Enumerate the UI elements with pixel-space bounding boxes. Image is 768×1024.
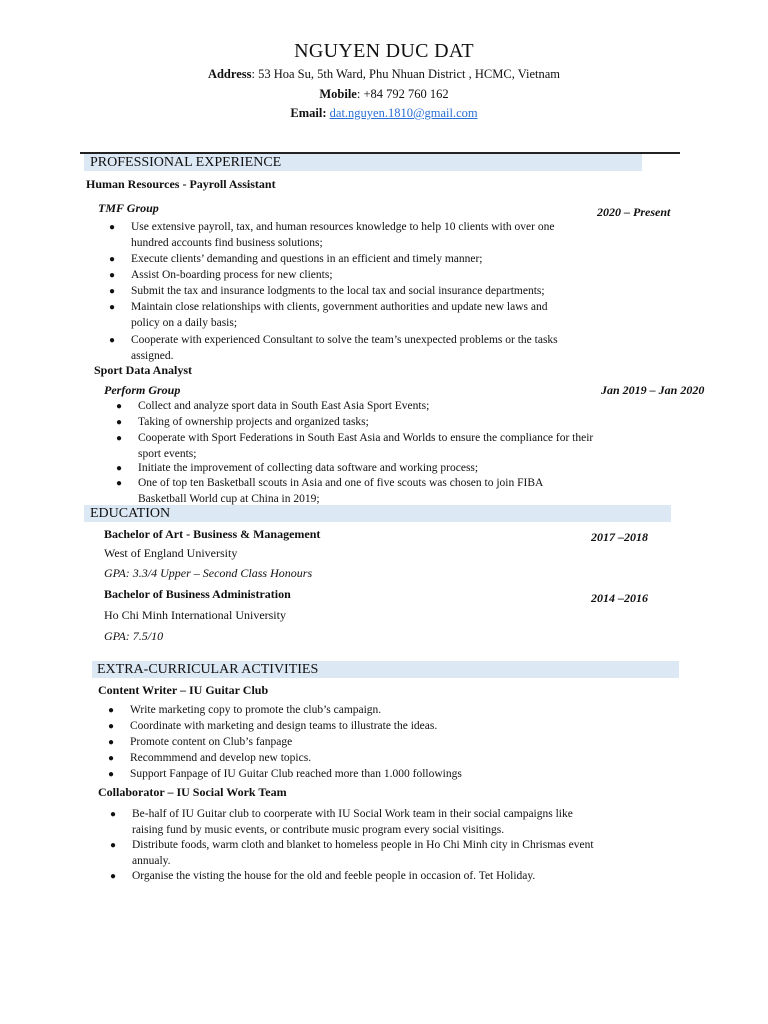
- mobile-line: [0, 87, 768, 102]
- edu2-degree: Bachelor of Business Administration: [104, 587, 291, 601]
- bullet-icon: ●: [110, 840, 117, 851]
- email-line: [0, 106, 768, 121]
- act1-role: Content Writer – IU Guitar Club: [98, 683, 269, 697]
- list-item: ● Taking of ownership projects and organized tasks;: [138, 415, 618, 431]
- candidate-name: NGUYEN DUC DAT: [294, 40, 474, 62]
- bullet-icon: ●: [109, 222, 116, 233]
- bullet-icon: ●: [116, 478, 123, 489]
- address-line: [0, 67, 768, 82]
- list-item: ● Cooperate with experienced Consultant to solve the team’s unexpected problems or the tasks assigned.: [109, 334, 558, 362]
- email-link[interactable]: dat.nguyen.1810@gmail.com: [329, 106, 478, 120]
- bullet-icon: ●: [109, 254, 116, 265]
- act2-role: Collaborator – IU Social Work Team: [98, 785, 287, 799]
- edu1-date: 2017 –2018: [591, 530, 648, 544]
- address-label: Address: [207, 67, 252, 81]
- list-item: ● Distribute foods, warm cloth and blanket to homeless people in Ho Chi Minh city in Chrismas event annualy.: [110, 839, 594, 867]
- section-title-education: EDUCATION: [90, 506, 171, 521]
- bullet-icon: ●: [109, 286, 116, 297]
- section-title-experience: PROFESSIONAL EXPERIENCE: [90, 155, 282, 170]
- list-item: ● Assist On-boarding process for new clients;: [131, 268, 621, 284]
- mobile-label: Mobile: [319, 87, 357, 101]
- section-band-education: [84, 505, 671, 522]
- list-item: ● Be-half of IU Guitar club to coorperate with IU Social Work team in their social campaigns like raising fund by music events, or contribute music program every social visitings.: [110, 808, 573, 836]
- list-item: ● One of top ten Basketball scouts in Asia and one of five scouts was chosen to join FIBA Basketball World cup at China in 2019;: [116, 477, 543, 505]
- edu1-degree: Bachelor of Art - Business & Management: [104, 527, 321, 541]
- job1-date: 2020 – Present: [597, 205, 671, 219]
- address-value: : 53 Hoa Su, 5th Ward, Phu Nhuan District , HCMC, Vietnam: [251, 67, 561, 81]
- list-item: ● Use extensive payroll, tax, and human resources knowledge to help 10 clients with over one hundred accounts find business solutions;: [109, 221, 555, 249]
- list-item: ● Collect and analyze sport data in South East Asia Sport Events;: [138, 399, 618, 415]
- list-item: ● Cooperate with Sport Federations in South East Asia and Worlds to ensure the compliance for their sport events;: [116, 432, 594, 460]
- edu1-school: West of England University: [104, 546, 238, 560]
- bullet-icon: ●: [116, 463, 123, 474]
- bullet-icon: ●: [108, 705, 115, 716]
- job1-org: TMF Group: [98, 201, 159, 215]
- bullet-icon: ●: [116, 417, 123, 428]
- bullet-icon: ●: [116, 433, 123, 444]
- job2-date: Jan 2019 – Jan 2020: [601, 383, 705, 397]
- email-label: Email:: [290, 106, 327, 120]
- edu2-gpa: GPA: 7.5/10: [104, 629, 164, 643]
- bullet-icon: ●: [108, 721, 115, 732]
- job2-role: Sport Data Analyst: [94, 363, 193, 377]
- bullet-icon: ●: [109, 270, 116, 281]
- section-title-activities: EXTRA-CURRICULAR ACTIVITIES: [97, 662, 319, 677]
- list-item: ● Promote content on Club’s fanpage: [130, 735, 610, 751]
- list-item: ● Organise the visting the house for the old and feeble people in occasion of. Tet Holiday.: [132, 869, 612, 885]
- list-item: ● Recommmend and develop new topics.: [130, 751, 610, 767]
- bullet-icon: ●: [109, 335, 116, 346]
- edu2-date: 2014 –2016: [591, 591, 648, 605]
- bullet-icon: ●: [108, 737, 115, 748]
- list-item: ● Coordinate with marketing and design teams to illustrate the ideas.: [130, 719, 610, 735]
- list-item: ● Initiate the improvement of collecting data software and working process;: [138, 461, 618, 477]
- mobile-value: : +84 792 760 162: [356, 87, 449, 101]
- bullet-icon: ●: [110, 809, 117, 820]
- list-item: ● Write marketing copy to promote the club’s campaign.: [130, 703, 610, 719]
- list-item: ● Execute clients’ demanding and questions in an efficient and timely manner;: [131, 252, 621, 268]
- list-item: ● Support Fanpage of IU Guitar Club reached more than 1.000 followings: [130, 767, 610, 783]
- job1-role: Human Resources - Payroll Assistant: [86, 177, 276, 191]
- bullet-icon: ●: [108, 753, 115, 764]
- list-item: ● Maintain close relationships with clients, government authorities and update new laws and policy on a daily basis;: [109, 301, 548, 329]
- list-item: ● Submit the tax and insurance lodgments to the local tax and social insurance departments;: [131, 284, 621, 300]
- job2-org: Perform Group: [104, 383, 181, 397]
- bullet-icon: ●: [110, 871, 117, 882]
- bullet-icon: ●: [109, 302, 116, 313]
- bullet-icon: ●: [116, 401, 123, 412]
- edu2-school: Ho Chi Minh International University: [104, 608, 286, 622]
- bullet-icon: ●: [108, 769, 115, 780]
- edu1-gpa: GPA: 3.3/4 Upper – Second Class Honours: [104, 566, 313, 580]
